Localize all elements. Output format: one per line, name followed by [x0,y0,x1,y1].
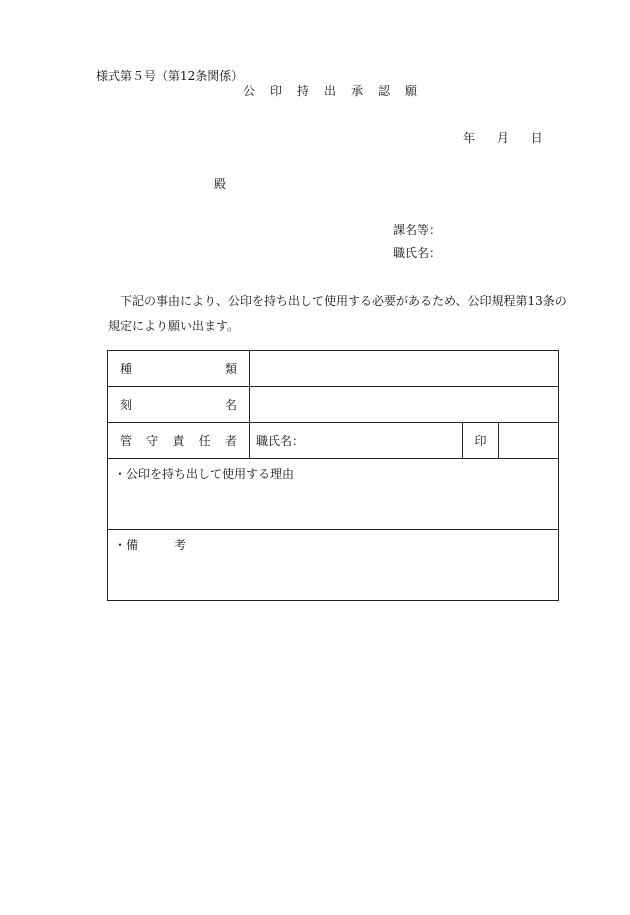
seal-request-table [107,350,559,601]
engraving-label-cell [108,387,250,423]
seal-label: 印 [474,434,487,448]
custodian-label-cell [108,423,250,459]
custodian-label-char: 責 [172,434,185,448]
type-value-cell[interactable] [250,351,559,387]
custodian-label-char: 任 [198,434,211,448]
engraving-label-char: 刻 [120,398,133,412]
reason-label: ・公印を持ち出して使用する理由 [114,467,295,481]
seal-label-cell [463,423,499,459]
custodian-label-char: 管 [120,434,133,448]
remarks-label: ・備 考 [114,538,187,552]
engraving-value-cell[interactable] [250,387,559,423]
department-label: 課名等： [393,223,442,237]
applicant-name-label: 職氏名： [393,246,442,260]
type-row [108,351,559,387]
custodian-label-char: 者 [224,434,237,448]
type-label-char: 類 [224,362,237,376]
custodian-row [108,423,559,459]
custodian-label-char: 守 [146,434,159,448]
seal-stamp-cell[interactable] [499,423,559,459]
reason-cell[interactable] [108,459,559,530]
custodian-name-cell[interactable] [250,423,463,459]
type-label-char: 種 [120,362,133,376]
form-number: 様式第５号（第12条関係） [96,69,244,83]
date-line: 年 月 日 [463,131,543,145]
document-title: 公印持出承認願 [243,84,433,98]
addressee-suffix: 殿 [214,177,227,191]
reason-row [108,459,559,530]
request-body-text: 下記の事由により、公印を持ち出して使用する必要があるため、公印規程第13条の規定により願い出ます。 [108,294,567,333]
engraving-row [108,387,559,423]
remarks-cell[interactable] [108,530,559,601]
type-label-cell [108,351,250,387]
engraving-label-char: 名 [224,398,237,412]
custodian-name-label: 職氏名： [256,434,305,448]
remarks-row [108,530,559,601]
